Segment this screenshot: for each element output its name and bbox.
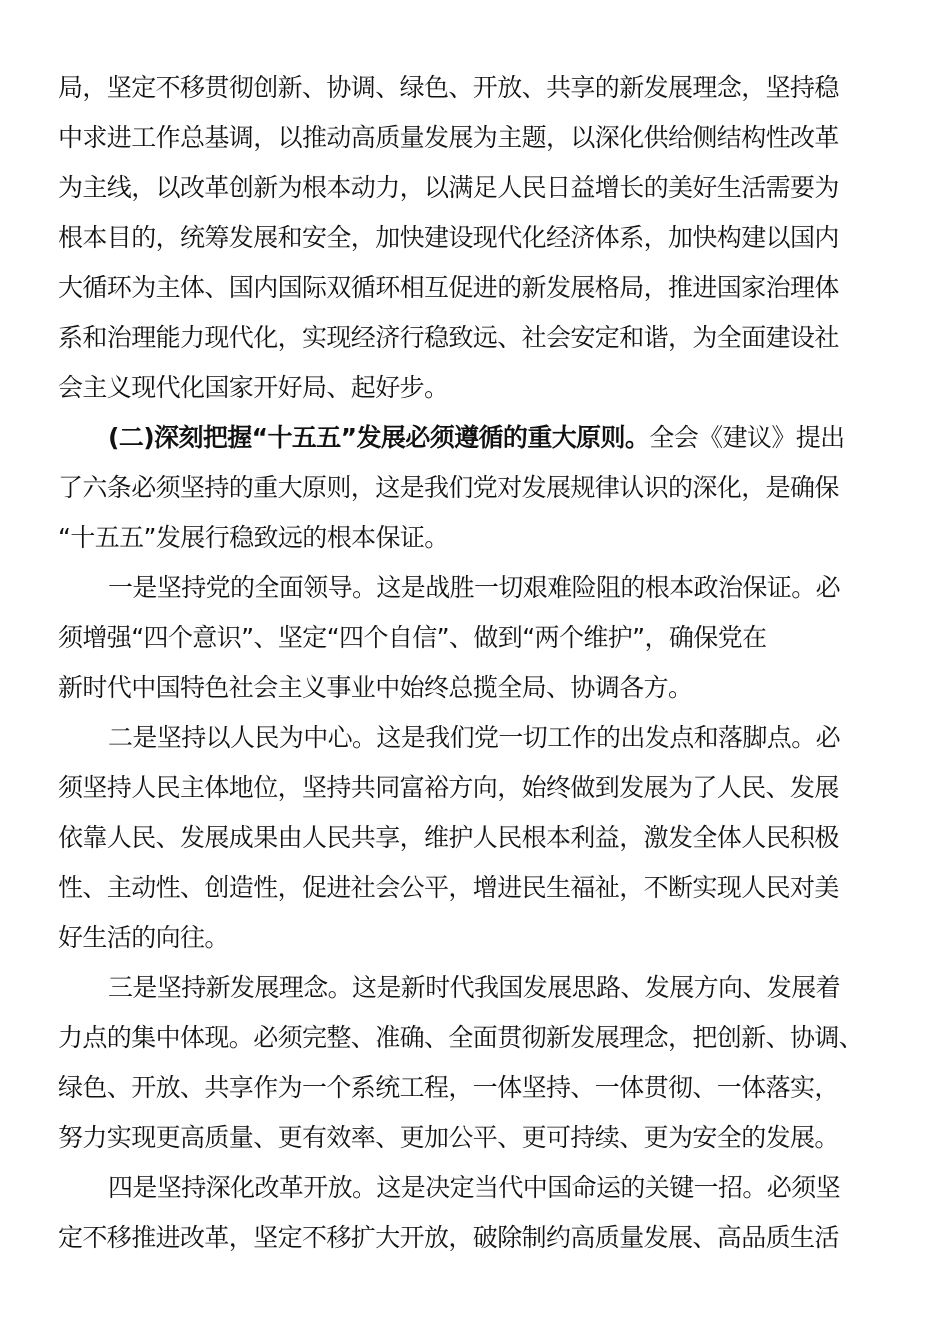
text-line: 大循环为主体、国内国际双循环相互促进的新发展格局，推进国家治理体 bbox=[58, 273, 839, 302]
section-heading: (二)深刻把握“十五五”发展必须遵循的重大原则。 bbox=[108, 423, 650, 452]
text-line: 根本目的，统筹发展和安全，加快建设现代化经济体系，加快构建以国内 bbox=[58, 223, 839, 252]
text-line: 会主义现代化国家开好局、起好步。 bbox=[58, 373, 449, 402]
text-line: 努力实现更高质量、更有效率、更加公平、更可持续、更为安全的发展。 bbox=[58, 1123, 839, 1152]
text-line: 二是坚持以人民为中心。这是我们党一切工作的出发点和落脚点。必 bbox=[108, 723, 841, 752]
text-line: “十五五”发展行稳致远的根本保证。 bbox=[58, 523, 449, 552]
text-line: 系和治理能力现代化，实现经济行稳致远、社会安定和谐，为全面建设社 bbox=[58, 323, 839, 352]
text-line: 定不移推进改革，坚定不移扩大开放，破除制约高质量发展、高品质生活 bbox=[58, 1223, 839, 1252]
text-line: 依靠人民、发展成果由人民共享，维护人民根本利益，激发全体人民积极 bbox=[58, 823, 839, 852]
text-line: 了六条必须坚持的重大原则，这是我们党对发展规律认识的深化，是确保 bbox=[58, 473, 839, 502]
text-line: 一是坚持党的全面领导。这是战胜一切艰难险阻的根本政治保证。必 bbox=[108, 573, 841, 602]
text-line: 四是坚持深化改革开放。这是决定当代中国命运的关键一招。必须坚 bbox=[108, 1173, 841, 1202]
paragraph-principle-1 bbox=[58, 563, 898, 713]
document-body bbox=[58, 63, 898, 1263]
text-line: 须增强“四个意识”、坚定“四个自信”、做到“两个维护”，确保党在 bbox=[58, 623, 767, 652]
text-line: 须坚持人民主体地位，坚持共同富裕方向，始终做到发展为了人民、发展 bbox=[58, 773, 839, 802]
text-line: 中求进工作总基调，以推动高质量发展为主题，以深化供给侧结构性改革 bbox=[58, 123, 839, 152]
paragraph-principle-2 bbox=[58, 713, 898, 963]
text-line: 好生活的向往。 bbox=[58, 923, 229, 952]
text-line: 力点的集中体现。必须完整、准确、全面贯彻新发展理念，把创新、协调、 bbox=[58, 1023, 864, 1052]
text-line: 绿色、开放、共享作为一个系统工程，一体坚持、一体贯彻、一体落实， bbox=[58, 1073, 839, 1102]
text-line: 新时代中国特色社会主义事业中始终总揽全局、协调各方。 bbox=[58, 673, 693, 702]
text-line: 局，坚定不移贯彻创新、协调、绿色、开放、共享的新发展理念，坚持稳 bbox=[58, 73, 839, 102]
text-line: 性、主动性、创造性，促进社会公平，增进民生福祉，不断实现人民对美 bbox=[58, 873, 839, 902]
paragraph-section-2 bbox=[58, 413, 898, 563]
paragraph-continuation bbox=[58, 63, 898, 413]
paragraph-principle-3 bbox=[58, 963, 898, 1163]
text-span: 全会《建议》提出 bbox=[649, 423, 845, 452]
text-line bbox=[58, 413, 898, 463]
text-line: 三是坚持新发展理念。这是新时代我国发展思路、发展方向、发展着 bbox=[108, 973, 841, 1002]
text-line: 为主线，以改革创新为根本动力，以满足人民日益增长的美好生活需要为 bbox=[58, 173, 839, 202]
paragraph-principle-4 bbox=[58, 1163, 898, 1263]
